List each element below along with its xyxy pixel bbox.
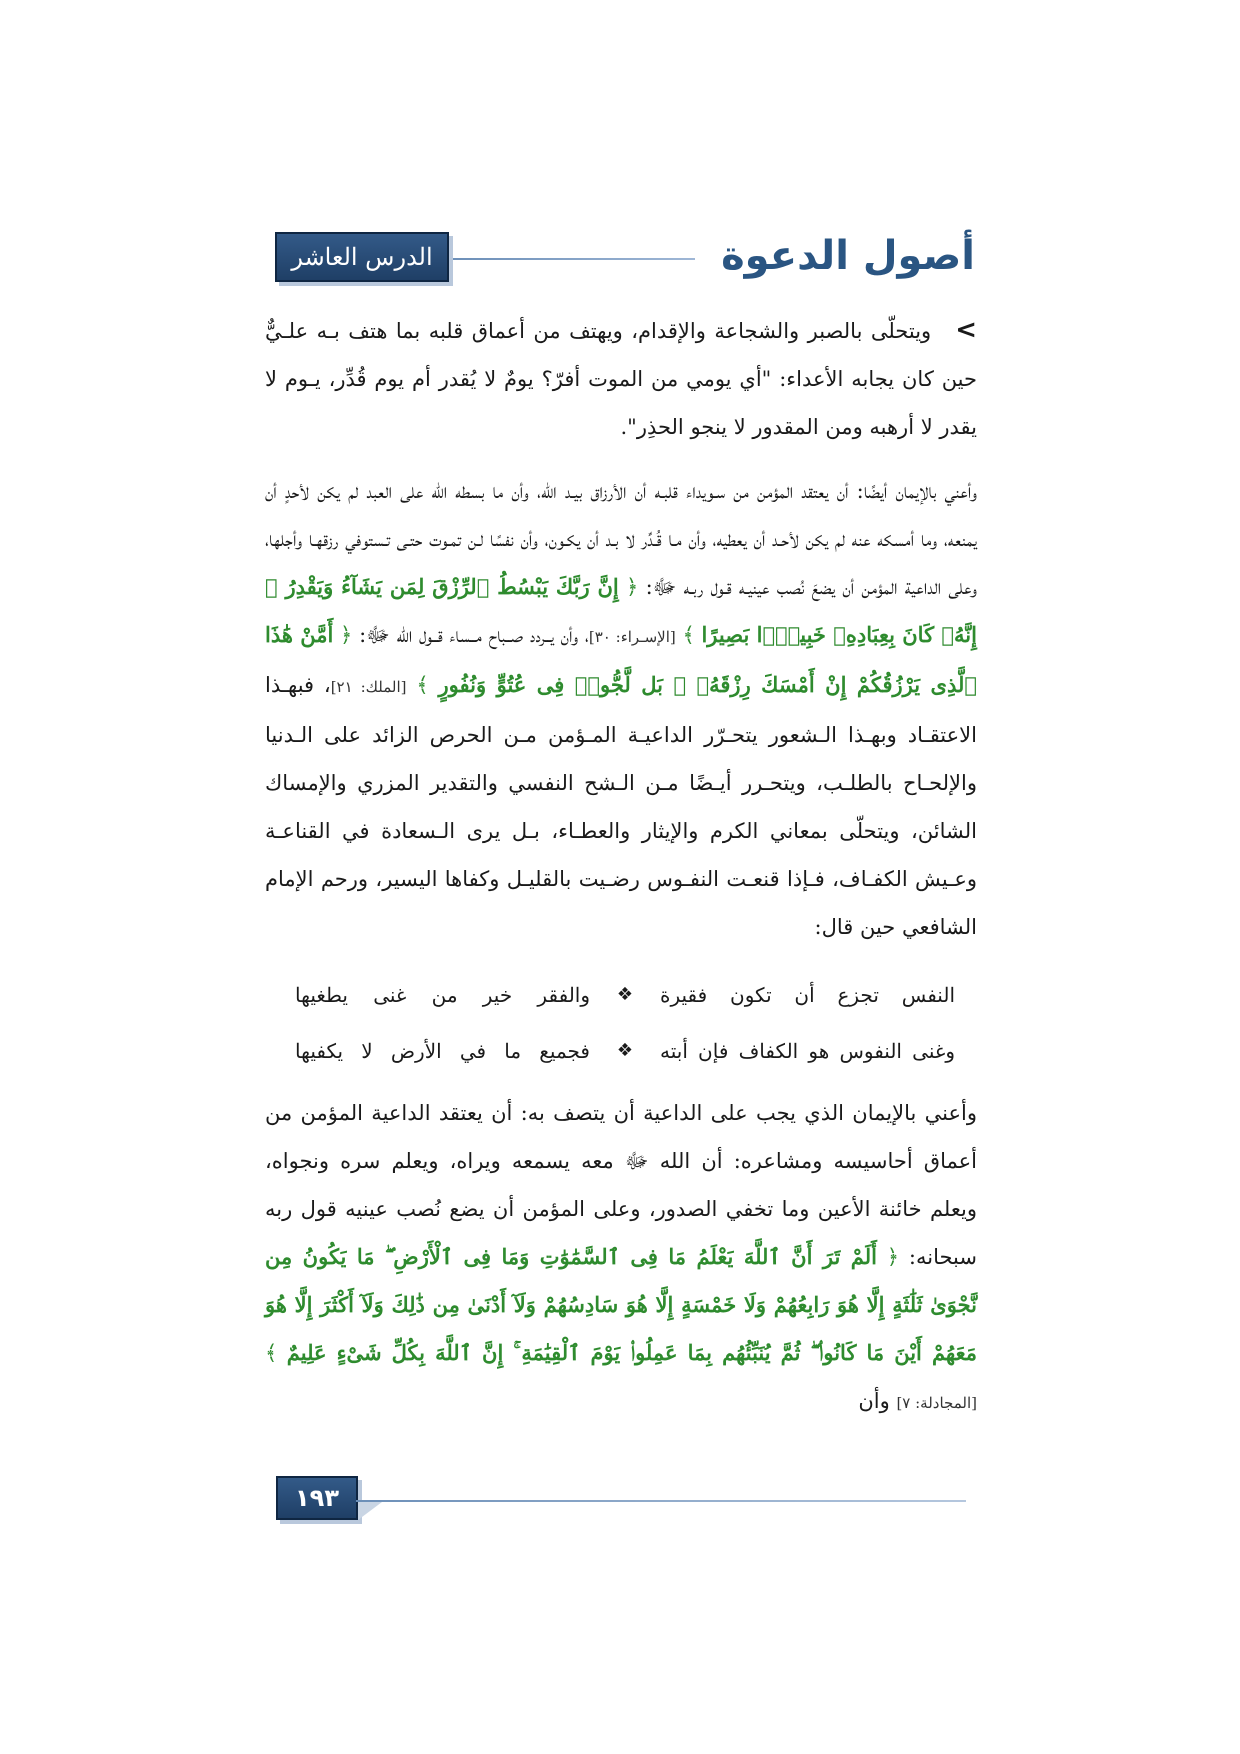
footer-wedge [358,1502,382,1520]
verse-2-first-hemistich: وغنى النفوس هو الكفاف فإن أبته [660,1039,955,1063]
verse-1-second-hemistich: والفقر خير من غنى يطغيها [295,983,590,1007]
quran-verse-mujadila: أَلَمْ تَرَ أَنَّ ٱللَّهَ يَعْلَمُ مَا فِى ٱلسَّمَٰوَٰتِ وَمَا فِى ٱلْأَرْضِ ۖ مَا يَكُونُ مِن نَّجْوَىٰ ثَلَٰثَةٍ إِلَّا هُوَ رَابِعُهُمْ وَلَا خَمْسَةٍ إِلَّا هُوَ سَادِسُهُمْ وَلَآ أَدْنَىٰ مِن ذَٰلِكَ وَلَآ أَكْثَرَ إِلَّا هُوَ مَعَهُمْ أَيْنَ مَا كَانُوا۟ ۖ ثُمَّ يُنَبِّئُهُم بِمَا عَمِلُوا۟ يَوْمَ ٱلْقِيَٰمَةِ ۚ إِنَّ ٱللَّهَ بِكُلِّ شَىْءٍ عَلِيمٌ [265,1244,977,1365]
header-divider [450,258,695,260]
quran-ref-mulk: [الملك: ٢١] [330,678,407,696]
footer-divider [356,1500,966,1502]
poem-verse-1 [265,967,977,1023]
poem-verse-2 [265,1023,977,1079]
verse-separator: ❖ [616,1040,634,1061]
book-title: أصول الدعوة [721,233,975,279]
quran-close-bracket: ﴾ [265,1341,278,1365]
page-number: ١٩٣ [276,1476,358,1520]
page-header [275,228,975,288]
quran-close-bracket: ﴾ [682,623,695,647]
paragraph-3-text-1: وأعني بالإيمان الذي يجب على الداعية أن يتصف به: أن يعتقد الداعية المؤمن من أعماق أحاسيسه ومشاعره: أن الله ﷻ معه يسمعه ويراه، ويعلم سره ونجواه، ويعلم خائنة الأعين وما تخفي الصدور، وعلى المؤمن أن يضع نُصب عينيه قول ربه سبحانه: [265,1101,977,1269]
paragraph-2-text-2: ، وأن يــردد صــباح مــساء قــول الله ﷻ: [359,623,589,647]
paragraph-3-text-2: وأن [858,1389,890,1413]
lesson-badge: الدرس العاشر [275,232,449,282]
paragraph-3 [265,1089,977,1427]
quran-ref-isra: [الإسـراء: ٣٠] [588,628,676,646]
verse-separator: ❖ [616,984,634,1005]
paragraph-2 [265,467,977,951]
quran-open-bracket: ﴿ [626,575,639,599]
verse-2-second-hemistich: فجميع ما في الأرض لا يكفيها [295,1039,590,1063]
quran-verse-isra: إِنَّ رَبَّكَ يَبْسُطُ ٱلرِّزْقَ لِمَن يَشَآءُ وَيَقْدِرُ ۚ إِنَّهُۥ كَانَ بِعِبَادِهِۦ خَبِيرًۢا بَصِيرًا [265,574,977,647]
paragraph-marker: > [955,315,977,345]
quran-close-bracket: ﴾ [416,673,429,697]
poem [265,967,977,1079]
page-body [265,306,977,1443]
quran-verse-mulk: أَمَّنْ هَٰذَا ٱلَّذِى يَرْزُقُكُمْ إِنْ أَمْسَكَ رِزْقَهُۥ ۚ بَل لَّجُّوا۟ فِى عُتُوٍّ وَنُفُورٍ [265,622,977,697]
paragraph-2-text-3: ، فبهـذا الاعتقـاد وبهـذا الـشعور يتحـرّر الداعيـة المـؤمن مـن الحرص الزائد على الـدنيا والإلحـاح بالطلـب، ويتحـرر أيـضًا مـن الـشح النفسي والتقدير المزري والإمساك الشائن، ويتحلّى بمعاني الكرم والإيثار والعطـاء، بـل يرى الـسعادة في القناعـة وعـيش الكفـاف، فـإذا قنعـت النفـوس رضـيت بالقليـل وكفاها اليسير، ورحم الإمام الشافعي حين قال: [265,673,977,939]
paragraph-1-text: ويتحلّى بالصبر والشجاعة والإقدام، ويهتف من أعماق قلبه بما هتف بـه علـيٌّ حين كان يجابه الأعداء: "أي يومي من الموت أفرّ؟ يومٌ لا يُقدر أم يوم قُدِّر، يـوم لا يقدر لا أرهبه ومن المقدور لا ينجو الحذِر". [265,319,977,439]
paragraph-2-text-1: وأعني بالإيمان أيضًا: أن يعتقد المؤمن من سـويداء قلبـه أن الأرزاق بيـد الله، وأن ما بسطه الله على العبد لم يكن لأحدٍ أن يمنعه، وما أمسكه عنه لم يكن لأحـد أن يعطيه، وأن مـا قُـدِّر لا بـد أن يكـون، وأن نفسًا لـن تمـوت حتـى تـستوفي رزقهـا وأجلها، وعلى الداعية المؤمن أن يضعَ نُصب عينيـه قـول ربـه ﷻ: [265,479,977,599]
verse-1-first-hemistich: النفس تجزع أن تكون فقيرة [660,983,955,1007]
quran-open-bracket: ﴿ [886,1245,900,1269]
paragraph-1 [265,306,977,451]
quran-ref-mujadila: [المجادلة: ٧] [896,1394,977,1412]
quran-open-bracket: ﴿ [340,623,353,647]
page-footer [276,1476,966,1520]
